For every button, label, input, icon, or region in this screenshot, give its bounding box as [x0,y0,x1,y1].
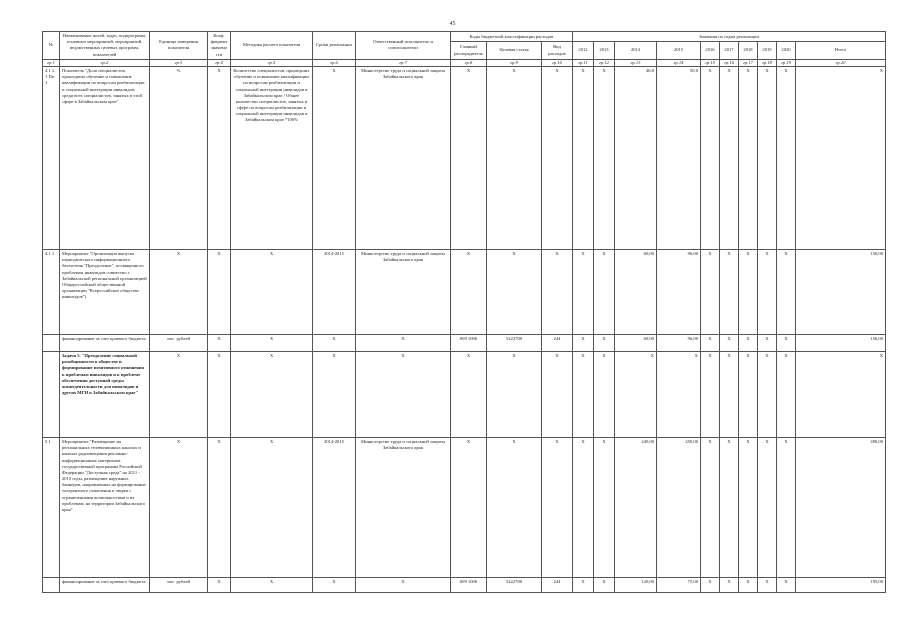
row-dates: X [313,351,356,437]
row-target: X [487,351,542,437]
row-year-value: X [777,249,796,334]
row-kind: 244 [542,334,573,351]
row-num: 5.1 [43,437,60,577]
row-year-value: 250,00 [657,437,701,577]
row-kind: X [542,351,573,437]
page-number: 45 [449,21,456,27]
col-number: гр.4 [208,59,231,66]
header-year: 2015 [657,42,701,59]
row-year-value: X [720,66,739,249]
row-kind: X [542,437,573,577]
row-year-value: X [657,351,701,437]
row-year-value: X [594,351,615,437]
header-year: 2013 [594,42,615,59]
col-number: гр.13 [615,59,657,66]
col-number: гр.1 [43,59,60,66]
header-year: 2020 [777,42,796,59]
row-year-value: 60,00 [615,249,657,334]
row-target: X [487,437,542,577]
col-number: гр.5 [231,59,313,66]
row-year-value: X [777,577,796,592]
row-year-value: X [701,249,720,334]
col-number: гр.15 [701,59,720,66]
row-total: 195,00 [796,577,886,592]
row-executor: Министерство труда и социальной защиты Забайкальского края [356,249,451,334]
row-chief: X [451,437,487,577]
program-table [42,31,886,593]
header-year: 2017 [720,42,739,59]
header-unit: Единица измерения показателя [150,32,208,60]
table-row [43,249,886,334]
col-number: гр.14 [657,59,701,66]
row-year-value: 120,00 [615,577,657,592]
row-year-value: X [720,351,739,437]
row-year-value: X [739,66,758,249]
row-year-value: 96,00 [657,249,701,334]
row-name: Показатель "Доля специалистов, прошедших обучение и повышение квалификации по вопросам реабилитации и социальной интеграции инвалидов, среди всех специалистов, занятых в этой сфере в Забайкальском крае" [60,66,150,249]
row-unit: % [150,66,208,249]
row-executor: X [356,577,451,592]
col-number: гр.20 [796,59,886,66]
row-num [43,334,60,351]
row-chief: 009 1006 [451,577,487,592]
row-name: Мероприятие "Организация выпуска периодического информационного бюллетеня "Преодоление", посвященного проблемам инвалидов совместно с Забайкальской региональной организацией Общероссийской общественной организации "Всероссийское общество инвалидов") [60,249,150,334]
row-year-value: X [615,351,657,437]
row-unit: X [150,437,208,577]
col-number: гр.3 [150,59,208,66]
row-executor: X [356,334,451,351]
row-num: 4.1.1 [43,249,60,334]
row-name: Мероприятие "Размещение на региональных телевизионных каналах и каналах радиовещания рекламно-информационных материалов государственной программы Российской Федерации "Доступная среда" на 2011 - 2015 годы, размещение наружных баннеров, направленных на формирование толерантного отношения к людям с ограниченными возможностями и их проблемам, на территории Забайкальского края" [60,437,150,577]
row-num: 4.1.1.1 Пп 1 [43,66,60,249]
col-number: гр.8 [451,59,487,66]
header-name: Наименование целей, задач, подпрограмм, основных мероприятий, мероприятий, ведомственных целевых программ, показателей [60,32,150,60]
row-year-value: X [758,334,777,351]
row-chief: X [451,66,487,249]
row-dates: X [313,577,356,592]
row-method: X [231,577,313,592]
row-year-value: X [594,437,615,577]
header-year: 2018 [739,42,758,59]
row-total: 156,00 [796,249,886,334]
table-row [43,334,886,351]
col-number: гр.17 [739,59,758,66]
row-name: финансирование за счет краевого бюджета [60,334,150,351]
col-number: гр.10 [542,59,573,66]
header-chief: Главный распорядитель [451,42,487,59]
row-unit: X [150,351,208,437]
row-year-value: X [594,334,615,351]
row-target: 5222700 [487,334,542,351]
col-number: гр.16 [720,59,739,66]
row-year-value: X [777,351,796,437]
row-year-value: X [739,577,758,592]
col-number: гр.11 [573,59,594,66]
header-values-group: Значения по годам реализации [573,32,886,42]
row-target: X [487,249,542,334]
header-year: 2016 [701,42,720,59]
header-year: 2014 [615,42,657,59]
row-year-value: 96,00 [657,334,701,351]
row-total: X [796,351,886,437]
row-year-value: X [739,437,758,577]
row-year-value: X [594,577,615,592]
row-dates: 2014-2015 [313,437,356,577]
col-number: гр.7 [356,59,451,66]
header-row-top [43,32,886,42]
row-year-value: X [573,351,594,437]
table-row [43,351,886,437]
row-year-value: 240,00 [615,437,657,577]
row-year-value: X [777,334,796,351]
header-budget-group: Коды бюджетной классификации расходов [451,32,573,42]
col-number: гр.9 [487,59,542,66]
row-year-value: 50,0 [657,66,701,249]
row-kind: 244 [542,577,573,592]
row-year-value: X [594,249,615,334]
row-year-value: 46,0 [615,66,657,249]
col-number: гр.6 [313,59,356,66]
row-year-value: X [777,66,796,249]
row-year-value: X [701,437,720,577]
row-dates: 2014-2015 [313,249,356,334]
header-year: 2012 [573,42,594,59]
row-coef: X [208,249,231,334]
row-executor: Министерство труда и социальной защиты Забайкальского края [356,66,451,249]
row-year-value: X [758,351,777,437]
header-dates: Сроки реализации [313,32,356,60]
row-method: X [231,351,313,437]
row-unit: тыс. рублей [150,334,208,351]
row-name: Задача 5. "Преодоление социальной разобщенности в обществе и формирование позитивного отношения к проблемам инвалидов и к проблеме обеспечения доступной среды жизнедеятельности для инвалидов и других МГН в Забайкальском крае" [60,351,150,437]
row-num [43,351,60,437]
row-total: X [796,66,886,249]
header-executor: Ответственный исполнитель и соисполнители [356,32,451,60]
row-year-value: 60,00 [615,334,657,351]
row-year-value: X [573,437,594,577]
row-method: X [231,249,313,334]
header-kind: Вид расходов [542,42,573,59]
row-year-value: 75,00 [657,577,701,592]
row-kind: X [542,66,573,249]
row-kind: X [542,249,573,334]
row-coef: X [208,334,231,351]
table-row [43,577,886,592]
row-dates: X [313,66,356,249]
row-year-value: X [701,66,720,249]
row-method: X [231,437,313,577]
row-dates: X [313,334,356,351]
row-year-value: X [758,437,777,577]
row-year-value: X [701,577,720,592]
row-year-value: X [701,334,720,351]
header-total: Итого [796,42,886,59]
row-executor: X [356,351,451,437]
row-year-value: X [739,334,758,351]
row-coef: X [208,351,231,437]
header-num: № [43,32,60,60]
row-total: 156,00 [796,334,886,351]
row-year-value: X [777,437,796,577]
row-unit: тыс. рублей [150,577,208,592]
row-name: финансирование за счет краевого бюджета [60,577,150,592]
row-method: Количество специалистов, прошедших обучение и повышение квалификации по вопросам реабилитации и социальной интеграции инвалидов в Забайкальском крае / Общее количество специалистов, занятых в сфере по вопросам реабилитации и социальной интеграции инвалидов в Забайкальском крае *100% [231,66,313,249]
row-total: 490,00 [796,437,886,577]
row-coef: X [208,577,231,592]
row-year-value: X [720,577,739,592]
row-chief: 009 1006 [451,334,487,351]
header-target: Целевая статья [487,42,542,59]
row-chief: X [451,351,487,437]
row-year-value: X [573,334,594,351]
row-year-value: X [573,249,594,334]
row-year-value: X [573,577,594,592]
row-year-value: X [594,66,615,249]
row-chief: X [451,249,487,334]
table-row [43,66,886,249]
table-row [43,437,886,577]
header-coef: Коэф. фициент значимости [208,32,231,60]
row-year-value: X [758,66,777,249]
row-target: X [487,66,542,249]
row-year-value: X [720,437,739,577]
row-year-value: X [758,577,777,592]
row-unit: X [150,249,208,334]
row-coef: X [208,437,231,577]
col-number: гр.18 [758,59,777,66]
row-executor: Министерство труда и социальной защиты Забайкальского края [356,437,451,577]
row-year-value: X [720,334,739,351]
header-method: Методика расчета показателя [231,32,313,60]
row-year-value: X [701,351,720,437]
row-year-value: X [758,249,777,334]
col-number: гр.12 [594,59,615,66]
row-method: X [231,334,313,351]
row-target: 5222700 [487,577,542,592]
row-year-value: X [739,351,758,437]
row-year-value: X [573,66,594,249]
header-year: 2019 [758,42,777,59]
row-year-value: X [739,249,758,334]
row-num [43,577,60,592]
row-coef: X [208,66,231,249]
column-number-row [43,59,886,66]
row-year-value: X [720,249,739,334]
col-number: гр.2 [60,59,150,66]
col-number: гр.19 [777,59,796,66]
